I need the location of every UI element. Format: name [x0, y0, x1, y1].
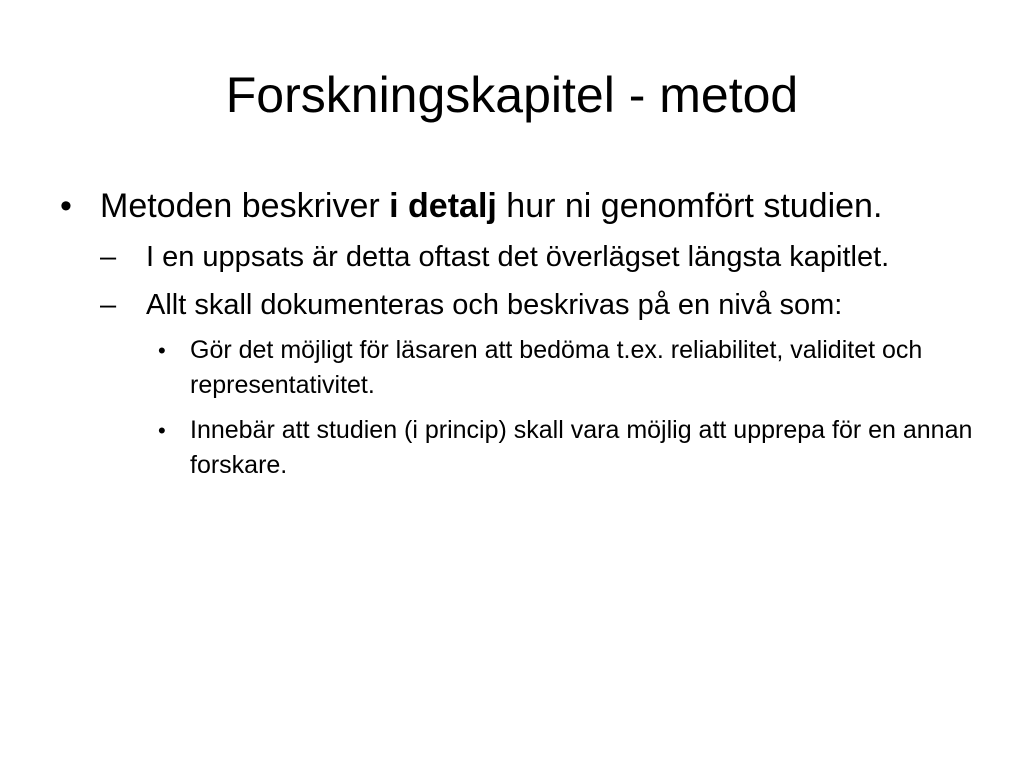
- dash-marker: –: [100, 289, 117, 321]
- slide-body: [56, 184, 976, 493]
- bullet-level3-replication: [146, 413, 976, 483]
- bullet-text: Allt skall dokumenteras och beskrivas på en nivå som:: [146, 289, 843, 321]
- bullet-text-before: Metoden beskriver: [100, 187, 390, 225]
- bullet-text-bold: i detalj: [389, 187, 497, 225]
- bullet-text: Innebär att studien (i princip) skall vara möjlig att upprepa för en annan forskare.: [190, 416, 973, 479]
- bullet-level1: [56, 184, 976, 229]
- bullet-level2-longest-chapter: [100, 237, 976, 277]
- dash-marker: –: [100, 241, 117, 273]
- slide-title: Forskningskapitel - metod: [225, 67, 799, 123]
- bullet-level3-reliability: [146, 333, 976, 403]
- bullet-marker: •: [158, 338, 166, 363]
- bullet-level2-documentation: [100, 285, 976, 325]
- bullet-text-after: hur ni genomfört studien.: [496, 187, 883, 225]
- bullet-text: I en uppsats är detta oftast det överlägset längsta kapitlet.: [146, 241, 890, 273]
- bullet-text: Gör det möjligt för läsaren att bedöma t.ex. reliabilitet, validitet och representativitet.: [190, 336, 923, 399]
- bullet-marker: •: [60, 187, 72, 225]
- bullet-marker: •: [158, 418, 166, 443]
